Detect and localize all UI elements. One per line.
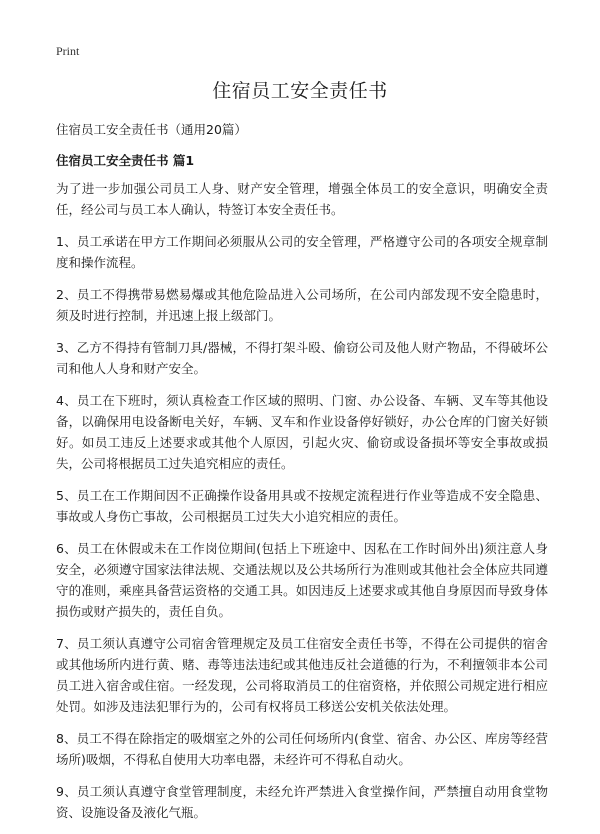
clause-4: 4、员工在下班时，须认真检查工作区域的照明、门窗、办公设备、车辆、叉车等其他设备，以确保用电设备断电关好，车辆、叉车和作业设备停好锁好，办公仓库的门窗关好锁好。如员工违反上述要求或其他个人原因，引起火灾、偷窃或设备损坏等安全事故或损失，公司将根据员工过失追究相应的责任。 (56, 393, 548, 471)
clause-1: 1、员工承诺在甲方工作期间必须服从公司的安全管理，严格遵守公司的各项安全规章制度和操作流程。 (56, 234, 548, 270)
document-body (56, 178, 548, 834)
print-link[interactable]: Print (56, 44, 80, 58)
clause-2: 2、员工不得携带易燃易爆或其他危险品进入公司场所，在公司内部发现不安全隐患时，须及时进行控制，并迅速上报上级部门。 (56, 287, 548, 323)
clause-6: 6、员工在休假或未在工作岗位期间(包括上下班途中、因私在工作时间外出)须注意人身安全，必须遵守国家法律法规、交通法规以及公共场所行为准则或其他社会全体应共同遵守的准则，乘座具备营运资格的交通工具。如因违反上述要求或其他自身原因而导致身体损伤或财产损失的，责任自负。 (56, 541, 548, 619)
clause-7: 7、员工须认真遵守公司宿舍管理规定及员工住宿安全责任书等，不得在公司提供的宿舍或其他场所内进行黄、赌、毒等违法违纪或其他违反社会道德的行为，不利擅领非本公司员工进入宿舍或住宿。一经发现，公司将取消员工的住宿资格，并依照公司规定进行相应处罚。如涉及违法犯罪行为的，公司有权将员工移送公安机关依法处理。 (56, 636, 548, 714)
section-heading: 住宿员工安全责任书 篇1 (56, 153, 195, 168)
clause-9: 9、员工须认真遵守食堂管理制度，未经允许严禁进入食堂操作间，严禁擅自动用食堂物资、设施设备及液化气瓶。 (56, 784, 548, 820)
clause-5: 5、员工在工作期间因不正确操作设备用具或不按规定流程进行作业等造成不安全隐患、事故或人身伤亡事故，公司根据员工过失大小追究相应的责任。 (56, 488, 548, 524)
document-subtitle: 住宿员工安全责任书（通用20篇） (56, 122, 247, 137)
document-title: 住宿员工安全责任书 (212, 80, 388, 102)
intro-paragraph: 为了进一步加强公司员工人身、财产安全管理，增强全体员工的安全意识，明确安全责任，经公司与员工本人确认，特签订本安全责任书。 (56, 181, 548, 217)
clause-3: 3、乙方不得持有管制刀具/器械，不得打架斗殴、偷窃公司及他人财产物品，不得破坏公司和他人人身和财产安全。 (56, 340, 548, 376)
clause-8: 8、员工不得在除指定的吸烟室之外的公司任何场所内(食堂、宿舍、办公区、库房等经营场所)吸烟，不得私自使用大功率电器，未经许可不得私自动火。 (56, 731, 548, 767)
